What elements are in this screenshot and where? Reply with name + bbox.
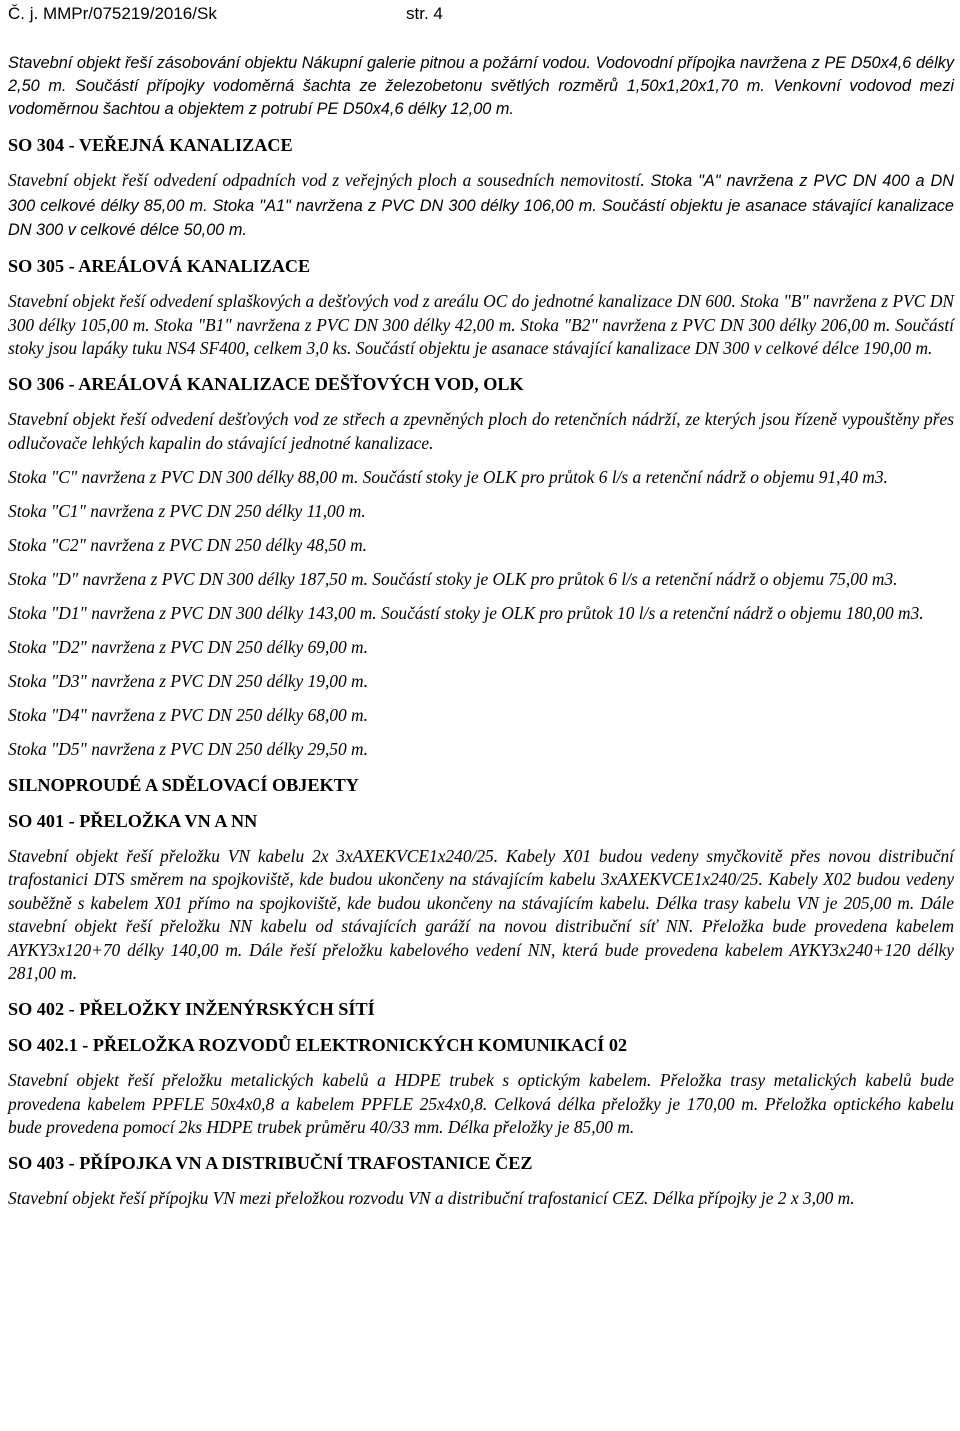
- so-306-stoka-d2: Stoka "D2" navržena z PVC DN 250 délky 69,00 m.: [8, 636, 368, 657]
- so-305-sentence-2: Stoka "B" navržena z PVC DN 300 délky 105,00 m.: [8, 291, 954, 335]
- so-306-stoka-c: Stoka "C" navržena z PVC DN 300 délky 88,00 m. Součástí stoky je OLK pro průtok 6 l/s a retenční nádrž o objemu 91,40 m3.: [8, 466, 888, 487]
- heading-so-402: SO 402 - PŘELOŽKY INŽENÝRSKÝCH SÍTÍ: [8, 999, 375, 1020]
- so-306-stoka-d4: Stoka "D4" navržena z PVC DN 250 délky 68,00 m.: [8, 704, 368, 725]
- so-304-sentence-1: Stavební objekt řeší odvedení odpadních vod z veřejných ploch a sousedních nemovitostí.: [8, 170, 645, 191]
- intro-sentence-3: Venkovní vodovod mezi vodoměrnou šachtou a objektem z potrubí PE D50x4,6 délky 12,00 m.: [8, 77, 954, 119]
- heading-so-306: SO 306 - AREÁLOVÁ KANALIZACE DEŠŤOVÝCH VOD, OLK: [8, 374, 524, 395]
- intro-sentence-2: Součástí přípojky vodoměrná šachta ze železobetonu světlých rozměrů 1,50x1,20x1,70 m.: [75, 77, 765, 96]
- document-reference: Č. j. MMPr/075219/2016/Sk: [8, 4, 217, 23]
- so-401-paragraph: Stavební objekt řeší přeložku VN kabelu 2x 3xAXEKVCE1x240/25. Kabely X01 budou vedeny smyčkovitě přes novou distribuční trafostanici DTS směrem na spojkoviště, kde budou ukončeny na stávajícím kabelu 3xAXEKVCE1x240/25. Kabely X02 budou vedeny souběžně s kabelem X01 přímo na spojkoviště, kde budou ukončeny na stávajícím kabelu. Délka trasy kabelu VN je 205,00 m. Dále stavební objekt řeší přeložku NN kabelu od stávajících garáží na novou distribuční síť NN. Přeložka bude provedena kabelem AYKY3x120+70 délky 140,00 m. Dále řeší přeložku kabelového vedení NN, která bude provedena kabelem AYKY3x240+120 délky 281,00 m.: [8, 845, 954, 984]
- so-305-sentence-5: Součástí stoky jsou lapáky tuku NS4 SF400, celkem 3,0 ks.: [8, 314, 954, 359]
- so-305-sentence-4: Stoka "B2" navržena z PVC DN 300 délky 206,00 m.: [520, 314, 891, 335]
- page-header: [8, 3, 948, 27]
- intro-paragraph: [8, 52, 954, 122]
- heading-so-305: SO 305 - AREÁLOVÁ KANALIZACE: [8, 256, 311, 277]
- so-305-paragraph: [8, 290, 954, 361]
- so-304-sentence-3: Stoka "A1" navržena z PVC DN 300 délky 106,00 m.: [212, 196, 597, 215]
- so-304-sentence-4: Součástí objektu je asanace stávající kanalizace DN 300 v celkové délce 50,00 m.: [8, 196, 954, 240]
- so-306-stoka-c1: Stoka "C1" navržena z PVC DN 250 délky 11,00 m.: [8, 500, 366, 521]
- so-304-sentence-2: Stoka "A" navržena z PVC DN 400 a DN 300 celkové délky 85,00 m.: [8, 172, 954, 215]
- so-402-1-paragraph: Stavební objekt řeší přeložku metalických kabelů a HDPE trubek s optickým kabelem. Přeložka trasy metalických kabelů bude provedena kabelem PPFLE 50x4x0,8 a kabelem PPFLE 25x4x0,8. Celková délka přeložky je 170,00 m. Přeložka optického kabelu bude provedena pomocí 2ks HDPE trubek průměru 40/33 mm. Délka přeložky je 85,00 m.: [8, 1070, 954, 1138]
- so-305-sentence-1: Stavební objekt řeší odvedení splaškových a dešťových vod z areálu OC do jednotné kanalizace DN 600.: [8, 291, 736, 312]
- so-304-paragraph: [8, 169, 954, 243]
- so-306-stoka-c2: Stoka "C2" navržena z PVC DN 250 délky 48,50 m.: [8, 534, 367, 555]
- heading-so-402-1: SO 402.1 - PŘELOŽKA ROZVODŮ ELEKTRONICKÝCH KOMUNIKACÍ 02: [8, 1035, 628, 1056]
- so-306-stoka-d3: Stoka "D3" navržena z PVC DN 250 délky 19,00 m.: [8, 670, 368, 691]
- so-403-paragraph: Stavební objekt řeší přípojku VN mezi přeložkou rozvodu VN a distribuční trafostanicí CEZ. Délka přípojky je 2 x 3,00 m.: [8, 1188, 855, 1209]
- so-306-paragraph-1: Stavební objekt řeší odvedení dešťových vod ze střech a zpevněných ploch do retenčních nádrží, ze kterých jsou řízeně vypouštěny přes odlučovače lehkých kapalin do stávající jednotné kanalizace.: [8, 409, 954, 453]
- so-305-sentence-3: Stoka "B1" navržena z PVC DN 300 délky 42,00 m.: [154, 314, 516, 335]
- document-body: [8, 52, 954, 1211]
- heading-so-403: SO 403 - PŘÍPOJKA VN A DISTRIBUČNÍ TRAFOSTANICE ČEZ: [8, 1153, 533, 1174]
- page-number: str. 4: [406, 4, 443, 23]
- so-306-stoka-d: Stoka "D" navržena z PVC DN 300 délky 187,50 m. Součástí stoky je OLK pro průtok 6 l/s a retenční nádrž o objemu 75,00 m3.: [8, 568, 898, 589]
- so-306-stoka-d1: Stoka "D1" navržena z PVC DN 300 délky 143,00 m. Součástí stoky je OLK pro průtok 10 l/s a retenční nádrž o objemu 180,00 m3.: [8, 602, 924, 623]
- section-heading-power-objects: SILNOPROUDÉ A SDĚLOVACÍ OBJEKTY: [8, 774, 359, 795]
- intro-sentence-1: Stavební objekt řeší zásobování objektu Nákupní galerie pitnou a požární vodou. Vodovodní přípojka navržena z PE D50x4,6 délky 2,50 m.: [8, 54, 954, 96]
- so-306-stoka-d5: Stoka "D5" navržena z PVC DN 250 délky 29,50 m.: [8, 738, 368, 759]
- heading-so-304: SO 304 - VEŘEJNÁ KANALIZACE: [8, 135, 293, 156]
- heading-so-401: SO 401 - PŘELOŽKA VN A NN: [8, 810, 258, 831]
- so-305-sentence-6: Součástí objektu je asanace stávající kanalizace DN 300 v celkové délce 190,00 m.: [355, 338, 933, 359]
